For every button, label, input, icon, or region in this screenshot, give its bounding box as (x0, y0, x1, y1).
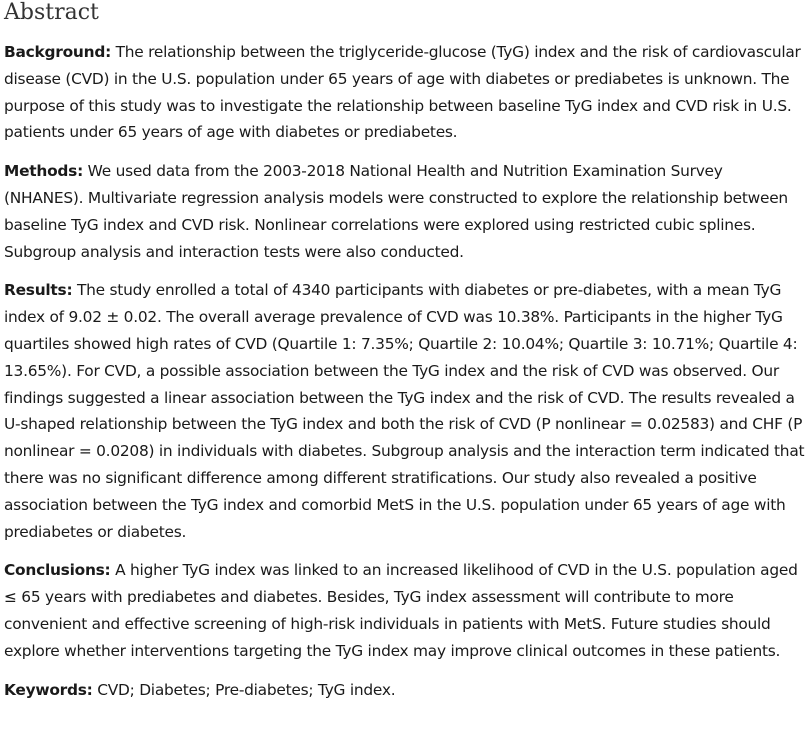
methods-paragraph (4, 158, 805, 265)
abstract-section (4, 0, 805, 703)
background-label: Background: (4, 43, 111, 61)
results-paragraph (4, 277, 805, 545)
methods-text: We used data from the 2003-2018 National Health and Nutrition Examination Survey (NHANES). Multivariate regression analysis models were constructed to explore the relationship between baseline TyG index and CVD risk. Nonlinear correlations were explored using restricted cubic splines. Subgroup analysis and interaction tests were also conducted. (4, 162, 788, 261)
methods-label: Methods: (4, 162, 83, 181)
conclusions-label: Conclusions: (4, 561, 111, 580)
results-label: Results: (4, 281, 73, 300)
keywords-label: Keywords: (4, 680, 93, 699)
background-paragraph (4, 39, 805, 146)
keywords-paragraph (4, 677, 805, 704)
conclusions-paragraph (4, 557, 805, 664)
keywords-text: CVD; Diabetes; Pre-diabetes; TyG index. (97, 680, 396, 699)
conclusions-text: A higher TyG index was linked to an increased likelihood of CVD in the U.S. population aged ≤ 65 years with prediabetes and diabetes. Besides, TyG index assessment will contribute to more convenient and effective screening of high-risk individuals in patients with MetS. Future studies should explore whether interventions targeting the TyG index may improve clinical outcomes in these patients. (4, 561, 798, 660)
results-text: The study enrolled a total of 4340 participants with diabetes or pre-diabetes, with a mean TyG index of 9.02 ± 0.02. The overall average prevalence of CVD was 10.38%. Participants in the higher TyG quartiles showed high rates of CVD (Quartile 1: 7.35%; Quartile 2: 10.04%; Quartile 3: 10.71%; Quartile 4: 13.65%). For CVD, a possible association between the TyG index and the risk of CVD was observed. Our findings suggested a linear association between the TyG index and the risk of CVD. The results revealed a U-shaped relationship between the TyG index and both the risk of CVD (P nonlinear = 0.02583) and CHF (P nonlinear = 0.0208) in individuals with diabetes. Subgroup analysis and the interaction term indicated that there was no significant difference among different stratifications. Our study also revealed a positive association between the TyG index and comorbid MetS in the U.S. population under 65 years of age with prediabetes or diabetes. (4, 281, 805, 541)
abstract-title: Abstract (4, 0, 99, 25)
background-text: The relationship between the triglyceride-glucose (TyG) index and the risk of cardiovascular disease (CVD) in the U.S. population under 65 years of age with diabetes or prediabetes is unknown. The purpose of this study was to investigate the relationship between baseline TyG index and CVD risk in U.S. patients under 65 years of age with diabetes or prediabetes. (4, 43, 801, 142)
